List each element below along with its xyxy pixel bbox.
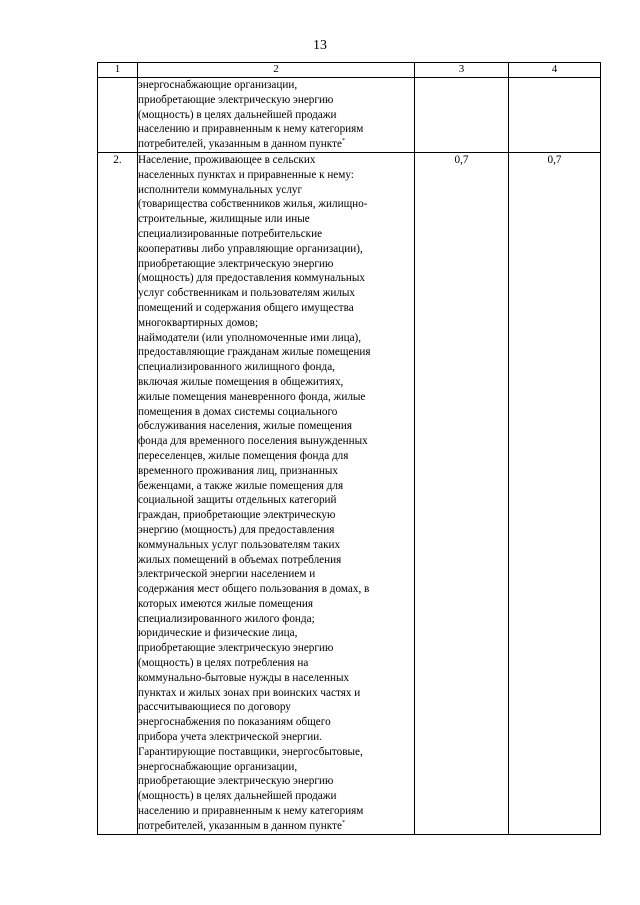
text-line: помещения в домах системы социального — [138, 405, 338, 418]
table-row-2 — [98, 152, 601, 834]
text-line: пунктах и жилых зонах при воинских частях и — [138, 686, 361, 699]
text-line: (товарищества собственников жилья, жилищно- — [138, 198, 368, 211]
table-header-row — [98, 63, 601, 78]
text-line: населению и приравненным к нему категориям — [138, 805, 364, 818]
text-line: специализированного жилого фонда; — [138, 612, 315, 625]
row-value-cell-4 — [509, 78, 601, 153]
header-cell-4: 4 — [509, 63, 601, 78]
text-line: прибора учета электрической энергии. — [138, 731, 323, 744]
text-line: кооперативы либо управляющие организации), — [138, 242, 363, 255]
text-line: (мощность) в целях дальнейшей продажи — [138, 108, 337, 121]
text-line: юридические и физические лица, — [138, 627, 298, 640]
footnote-mark: * — [341, 138, 345, 145]
page-number: 13 — [313, 38, 327, 53]
text-line: обслуживания населения, жилые помещения — [138, 420, 352, 433]
text-line: коммунальных услуг пользователям таких — [138, 538, 341, 551]
text-line: приобретающие электрическую энергию — [138, 257, 334, 270]
text-line: жилые помещения маневренного фонда, жилые — [138, 390, 366, 403]
text-line: энергоснабжающие организации, — [138, 760, 298, 773]
text-line: Гарантирующие поставщики, энергосбытовые, — [138, 745, 363, 758]
text-line: беженцами, а также жилые помещения для — [138, 479, 344, 492]
text-line: рассчитывающиеся по договору — [138, 701, 291, 714]
text-line: приобретающие электрическую энергию — [138, 93, 334, 106]
text-line: содержания мест общего пользования в домах, в — [138, 583, 370, 596]
row-description-cell — [138, 78, 415, 153]
text-line: наймодатели (или уполномоченные ими лица), — [138, 331, 362, 344]
text-line: населению и приравненным к нему категориям — [138, 123, 364, 136]
footnote-mark: * — [341, 819, 345, 826]
text-line: Население, проживающее в сельских — [138, 153, 316, 166]
row-value-cell-3: 0,7 — [415, 152, 509, 834]
text-line: (мощность) в целях дальнейшей продажи — [138, 790, 337, 803]
text-line: потребителей, указанным в данном пункте* — [138, 138, 345, 151]
text-line: помещений и содержания общего имущества — [138, 301, 354, 314]
text-line: потребителей, указанным в данном пункте* — [138, 819, 345, 832]
row-2-text — [138, 153, 414, 834]
text-line: социальной защиты отдельных категорий — [138, 494, 337, 507]
row-number-cell: 2. — [98, 152, 138, 834]
text-line: включая жилые помещения в общежитиях, — [138, 375, 344, 388]
text-line: услуг собственникам и пользователям жилых — [138, 287, 356, 300]
text-line: специализированные потребительские — [138, 227, 323, 240]
text-line: энергоснабжающие организации, — [138, 79, 298, 91]
text-line: которых имеются жилые помещения — [138, 597, 314, 610]
text-line: исполнители коммунальных услуг — [138, 183, 303, 196]
text-line: приобретающие электрическую энергию — [138, 775, 334, 788]
text-line: временного проживания лиц, признанных — [138, 464, 338, 477]
text-line: предоставляющие гражданам жилые помещения — [138, 346, 371, 359]
text-line: специализированного жилищного фонда, — [138, 361, 335, 374]
header-cell-2: 2 — [138, 63, 415, 78]
text-line: энергию (мощность) для предоставления — [138, 523, 335, 536]
text-line: электрической энергии населением и — [138, 568, 316, 581]
row-description-cell — [138, 152, 415, 834]
continuation-text — [138, 78, 414, 152]
row-value-cell-4: 0,7 — [509, 152, 601, 834]
header-cell-1: 1 — [98, 63, 138, 78]
header-cell-3: 3 — [415, 63, 509, 78]
table-row-continuation — [98, 78, 601, 153]
row-number-cell — [98, 78, 138, 153]
text-line: жилых помещений в объемах потребления — [138, 553, 342, 566]
text-line: энергоснабжения по показаниям общего — [138, 716, 331, 729]
text-line: (мощность) для предоставления коммунальных — [138, 272, 365, 285]
text-line: приобретающие электрическую энергию — [138, 642, 334, 655]
text-line: многоквартирных домов; — [138, 316, 259, 329]
text-line: фонда для временного поселения вынужденных — [138, 435, 368, 448]
text-line: населенных пунктах и приравненные к нему: — [138, 168, 354, 181]
text-line: коммунально-бытовые нужды в населенных — [138, 671, 350, 684]
text-line: строительные, жилищные или иные — [138, 213, 310, 226]
text-line: (мощность) в целях потребления на — [138, 657, 309, 670]
text-line: граждан, приобретающие электрическую — [138, 509, 336, 522]
text-line: переселенцев, жилые помещения фонда для — [138, 449, 349, 462]
row-value-cell-3 — [415, 78, 509, 153]
tariff-table — [97, 62, 601, 835]
